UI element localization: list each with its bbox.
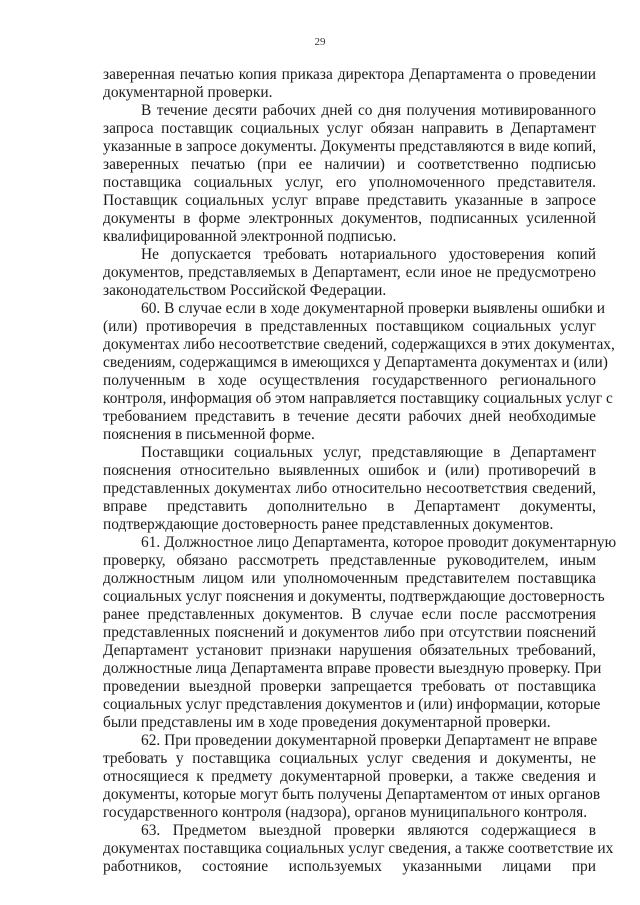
text-line: вправе представить дополнительно в Департамент документы, (103, 498, 596, 515)
text-line: требовать у поставщика социальных услуг сведения и документы, не (103, 750, 596, 767)
text-line: социальных услуг представления документов и (или) информации, которые (103, 696, 601, 713)
text-line: проведении выездной проверки запрещается требовать от поставщика (103, 678, 596, 695)
text-line: пояснения в письменной форме. (103, 426, 315, 443)
text-line: 60. В случае если в ходе документарной проверки выявлены ошибки и (141, 300, 605, 317)
paragraph (103, 246, 596, 300)
text-line: сведениям, содержащимся в имеющихся у Департамента документах и (или) (103, 354, 608, 371)
text-line: социальных услуг пояснения и документы, подтверждающие достоверность (103, 588, 605, 605)
text-line: пояснения относительно выявленных ошибок и (или) противоречий в (103, 462, 596, 479)
text-line: документы в форме электронных документов, подписанных усиленной (103, 210, 596, 227)
paragraph (103, 732, 601, 822)
text-line: Поставщики социальных услуг, представляющие в Департамент (141, 444, 596, 461)
text-line: законодательством Российской Федерации. (103, 282, 387, 299)
text-line: требованием представить в течение десяти рабочих дней необходимые (103, 408, 596, 425)
text-line: представленных пояснений и документов либо при отсутствии пояснений (103, 624, 596, 641)
document-body (103, 66, 617, 876)
text-line: документах поставщика социальных услуг сведения, а также соответствие их (103, 840, 614, 857)
text-line: указанные в запросе документы. Документы представляются в виде копий, (103, 138, 597, 155)
paragraph (103, 534, 617, 732)
text-line: должностным лицом или уполномоченным представителем поставщика (103, 570, 596, 587)
text-line: работников, состояние используемых указанными лицами при (103, 858, 596, 875)
paragraph (103, 66, 596, 102)
text-line: были представлены им в ходе проведения документарной проверки. (103, 714, 551, 731)
text-line: документы, которые могут быть получены Департаментом от иных органов (103, 786, 601, 803)
text-line: документах либо несоответствие сведений, содержащихся в этих документах, (103, 336, 615, 353)
text-line: относящиеся к предмету документарной проверки, а также сведения и (103, 768, 596, 785)
text-line: документов, представляемых в Департамент, если иное не предусмотрено (103, 264, 596, 281)
text-line: запроса поставщик социальных услуг обязан направить в Департамент (103, 120, 596, 137)
paragraph (103, 822, 614, 876)
text-line: проверку, обязано рассмотреть представленные руководителем, иным (103, 552, 596, 569)
text-line: представленных документах либо относительно несоответствия сведений, (103, 480, 596, 497)
text-line: ранее представленных документов. В случае если после рассмотрения (103, 606, 596, 623)
text-line: квалифицированной электронной подписью. (103, 228, 397, 245)
text-line: В течение десяти рабочих дней со дня получения мотивированного (141, 102, 596, 119)
paragraph (103, 102, 596, 246)
text-line: подтверждающие достоверность ранее представленных документов. (103, 516, 554, 533)
text-line: 61. Должностное лицо Департамента, которое проводит документарную (141, 534, 617, 551)
text-line: Поставщик социальных услуг вправе представить указанные в запросе (103, 192, 596, 209)
text-line: контроля, информация об этом направляется поставщику социальных услуг с (103, 390, 613, 407)
text-line: должностные лица Департамента вправе провести выездную проверку. При (103, 660, 602, 677)
text-line: полученным в ходе осуществления государственного регионального (103, 372, 596, 389)
text-line: документарной проверки. (103, 84, 273, 101)
text-line: заверенная печатью копия приказа директора Департамента о проведении (103, 66, 596, 83)
text-line: Департамент установит признаки нарушения обязательных требований, (103, 642, 596, 659)
text-line: 63. Предметом выездной проверки являются содержащиеся в (141, 822, 596, 839)
paragraph (103, 444, 596, 534)
text-line: поставщика социальных услуг, его уполномоченного представителя. (103, 174, 596, 191)
text-line: 62. При проведении документарной проверки Департамент не вправе (141, 732, 598, 749)
text-line: государственного контроля (надзора), органов муниципального контроля. (103, 804, 588, 821)
text-line: заверенных печатью (при ее наличии) и соответственно подписью (103, 156, 596, 173)
page-number: 29 (314, 36, 326, 48)
paragraph (103, 300, 615, 444)
text-line: Не допускается требовать нотариального удостоверения копий (141, 246, 596, 263)
text-line: (или) противоречия в представленных поставщиком социальных услуг (103, 318, 596, 335)
